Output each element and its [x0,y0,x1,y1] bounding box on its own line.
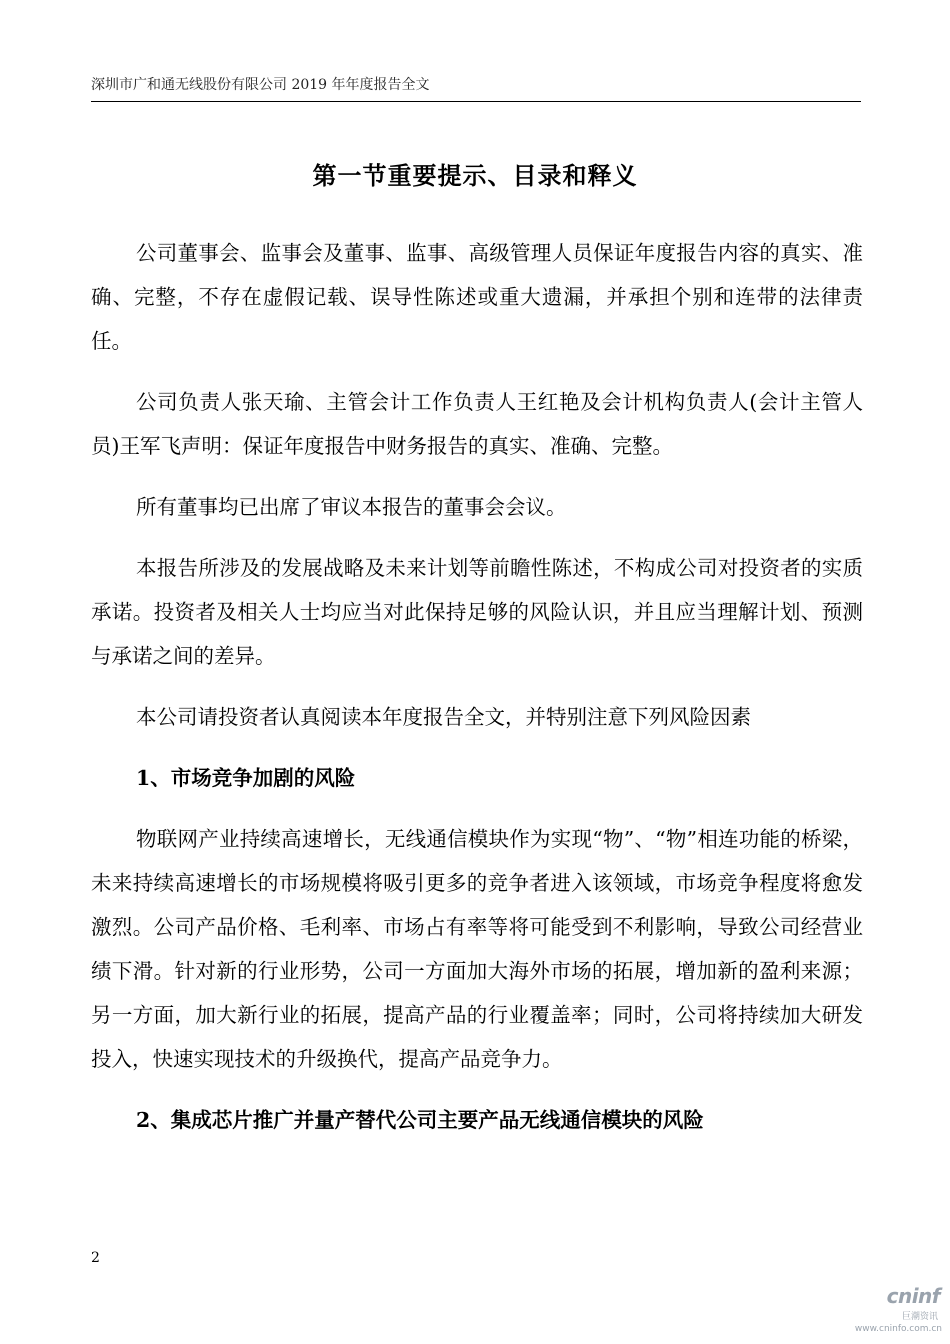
paragraph-responsibility: 公司董事会、监事会及董事、监事、高级管理人员保证年度报告内容的真实、准确、完整，不存在虚假记载、误导性陈述或重大遗漏，并承担个别和连带的法律责任。 [91,241,863,353]
logo-wordmark: cninf [886,1284,940,1308]
heading-risk-2: 2、集成芯片推广并量产替代公司主要产品无线通信模块的风险 [136,1108,704,1132]
heading-risk-1: 1、市场竞争加剧的风险 [136,766,356,790]
logo-url: www.cninfo.com.cn [854,1324,942,1334]
report-header: 深圳市广和通无线股份有限公司 2019 年年度报告全文 [91,77,430,93]
paragraph-declaration: 公司负责人张天瑜、主管会计工作负责人王红艳及会计机构负责人(会计主管人员)王军飞声明：保证年度报告中财务报告的真实、准确、完整。 [91,390,863,458]
header-rule [91,101,861,102]
paragraph-forward-looking: 本报告所涉及的发展战略及未来计划等前瞻性陈述，不构成公司对投资者的实质承诺。投资者及相关人士均应当对此保持足够的风险认识，并且应当理解计划、预测与承诺之间的差异。 [91,556,863,668]
body-content [91,231,863,1142]
section-title: 第一节重要提示、目录和释义 [312,161,638,190]
cninfo-watermark-logo [854,1282,944,1338]
paragraph-risk-notice: 本公司请投资者认真阅读本年度报告全文，并特别注意下列风险因素 [136,705,751,729]
paragraph-risk-1: 物联网产业持续高速增长，无线通信模块作为实现“物”、“物”相连功能的桥梁，未来持续高速增长的市场规模将吸引更多的竞争者进入该领域，市场竞争程度将愈发激烈。公司产品价格、毛利率、市场占有率等将可能受到不利影响，导致公司经营业绩下滑。针对新的行业形势，公司一方面加大海外市场的拓展，增加新的盈利来源；另一方面，加大新行业的拓展，提高产品的行业覆盖率；同时，公司将持续加大研发投入，快速实现技术的升级换代，提高产品竞争力。 [91,827,863,1071]
logo-chinese-name: 巨潮资讯 [901,1312,938,1322]
paragraph-attendance: 所有董事均已出席了审议本报告的董事会会议。 [136,495,567,519]
page-number: 2 [91,1250,100,1266]
